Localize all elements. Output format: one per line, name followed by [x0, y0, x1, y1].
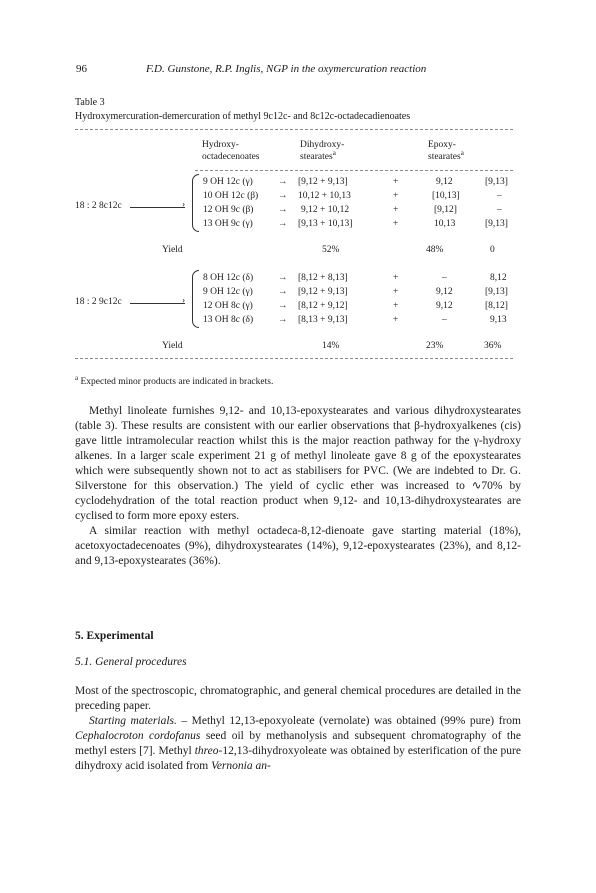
- table-label: Table 3: [75, 97, 105, 108]
- row-epoxy-a: –: [442, 315, 447, 325]
- row-dihydroxy: [8,12 + 8,13]: [298, 273, 348, 283]
- row-hydroxy: 13 OH 9c (γ): [203, 219, 253, 229]
- yield-dihydroxy: 52%: [322, 245, 340, 255]
- subsection-heading: 5.1. General procedures: [75, 656, 187, 668]
- footnote-marker: a: [75, 373, 79, 382]
- yield-epoxy-a: 23%: [426, 341, 444, 351]
- yield-epoxy-b: 36%: [484, 341, 502, 351]
- group-arrow-head: ›: [182, 200, 186, 210]
- row-sign: +: [393, 191, 399, 201]
- paragraph: Starting materials. – Methyl 12,13-epoxyoleate (vernolate) was obtained (99% pure) from Cephalocroton cordofanus seed oil by methanolysis and subsequent chromatography of the methyl esters [7]. Methyl threo-12,13-dihydroxyoleate was obtained by esterification of the pure dihydroxy acid isolated from Vernonia an-: [75, 715, 521, 772]
- group-brace: [192, 270, 199, 328]
- row-arrow: →: [278, 315, 288, 325]
- page-number: 96: [76, 63, 87, 75]
- col-header-hydroxy: Hydroxy- octadecenoates: [202, 140, 260, 162]
- yield-epoxy-b: 0: [490, 245, 495, 255]
- body-text-block-2: [75, 684, 521, 774]
- group-brace: [192, 174, 199, 232]
- row-epoxy-b: [8,12]: [485, 301, 508, 311]
- row-epoxy-b: [9,13]: [485, 219, 508, 229]
- row-hydroxy: 9 OH 12c (γ): [203, 287, 253, 297]
- paragraph: A similar reaction with methyl octadeca-8,12-dienoate gave starting material (18%), acetoxyoctadecenoates (9%), dihydroxystearates (14%), 9,12-epoxystearates (23%), and 8,12- and 9,13-epoxystearates (36%).: [75, 525, 521, 567]
- row-sign: +: [393, 205, 399, 215]
- row-epoxy-a: –: [442, 273, 447, 283]
- row-epoxy-a: 10,13: [434, 219, 456, 229]
- row-hydroxy: 13 OH 8c (δ): [203, 315, 254, 325]
- substrate-label: 18 : 2 9c12c: [75, 297, 122, 307]
- running-title: F.D. Gunstone, R.P. Inglis, NGP in the oxymercuration reaction: [146, 63, 427, 75]
- row-epoxy-a: [9,12]: [434, 205, 457, 215]
- row-epoxy-b: –: [497, 205, 502, 215]
- row-arrow: →: [278, 191, 288, 201]
- yield-label: Yield: [162, 245, 183, 255]
- row-dihydroxy: 10,12 + 10,13: [298, 191, 351, 201]
- group-arrow-line: [130, 303, 185, 304]
- row-sign: +: [393, 301, 399, 311]
- row-dihydroxy: [9,13 + 10,13]: [298, 219, 353, 229]
- row-arrow: →: [278, 301, 288, 311]
- row-sign: +: [393, 273, 399, 283]
- header-rule: [195, 170, 513, 171]
- row-sign: +: [393, 219, 399, 229]
- row-arrow: →: [278, 177, 288, 187]
- row-hydroxy: 8 OH 12c (δ): [203, 273, 254, 283]
- table-footnote: $^a$ Expected minor products are indicated in brackets.: [75, 373, 274, 387]
- paragraph: Methyl linoleate furnishes 9,12- and 10,13-epoxystearates and various dihydroxystearates (table 3). These results are consistent with our earlier observations that β-hydroxyalkenes (cis) gave little intramolecular reaction whilst this is the major reaction pathway for the γ-hydroxy alkenes. In a larger scale experiment 21 g of methyl linoleate gave 8 g of the epoxystearates which were subsequently shown not to act as stabilisers for PVC. (We are indebted to Dr. G. Silverstone for this observation.) The yield of cyclic ether was increased to ∿70% by cyclodehydration of the total reaction product when 9,12- and 10,13-dihydroxystearates are cyclised to form more epoxy esters.: [75, 405, 521, 522]
- yield-label: Yield: [162, 341, 183, 351]
- row-sign: +: [393, 315, 399, 325]
- row-dihydroxy: [8,12 + 9,12]: [298, 301, 348, 311]
- table-caption: Hydroxymercuration-demercuration of methyl 9c12c- and 8c12c-octadecadienoates: [75, 111, 411, 122]
- row-arrow: →: [278, 287, 288, 297]
- row-epoxy-b: 8,12: [490, 273, 507, 283]
- row-sign: +: [393, 177, 399, 187]
- row-sign: +: [393, 287, 399, 297]
- table-top-rule: [75, 129, 513, 130]
- row-hydroxy: 10 OH 12c (β): [203, 191, 259, 201]
- row-epoxy-a: 9,12: [436, 287, 453, 297]
- row-epoxy-a: [10,13]: [432, 191, 460, 201]
- row-dihydroxy: [8,13 + 9,13]: [298, 315, 348, 325]
- row-arrow: →: [278, 219, 288, 229]
- table-bottom-rule: [75, 358, 513, 359]
- row-dihydroxy: 9,12 + 10,12: [301, 205, 350, 215]
- body-text-block-1: [75, 404, 521, 569]
- substrate-label: 18 : 2 8c12c: [75, 201, 122, 211]
- row-epoxy-a: 9,12: [436, 177, 453, 187]
- row-epoxy-b: –: [497, 191, 502, 201]
- row-epoxy-b: [9,13]: [485, 287, 508, 297]
- row-arrow: →: [278, 205, 288, 215]
- paragraph: Most of the spectroscopic, chromatographic, and general chemical procedures are detailed in the preceding paper.: [75, 685, 521, 712]
- row-epoxy-b: [9,13]: [485, 177, 508, 187]
- col-header-epoxy: Epoxy- stearates$^a$: [428, 140, 464, 162]
- section-heading: 5. Experimental: [75, 630, 154, 642]
- group-arrow-head: ›: [182, 296, 186, 306]
- row-arrow: →: [278, 273, 288, 283]
- yield-dihydroxy: 14%: [322, 341, 340, 351]
- row-hydroxy: 9 OH 12c (γ): [203, 177, 253, 187]
- col-header-dihydroxy: Dihydroxy- stearates$^a$: [300, 140, 345, 162]
- row-epoxy-a: 9,12: [436, 301, 453, 311]
- row-dihydroxy: [9,12 + 9,13]: [298, 287, 348, 297]
- group-arrow-line: [130, 207, 185, 208]
- row-dihydroxy: [9,12 + 9,13]: [298, 177, 348, 187]
- row-hydroxy: 12 OH 9c (β): [203, 205, 254, 215]
- row-epoxy-b: 9,13: [490, 315, 507, 325]
- yield-epoxy-a: 48%: [426, 245, 444, 255]
- row-hydroxy: 12 OH 8c (γ): [203, 301, 253, 311]
